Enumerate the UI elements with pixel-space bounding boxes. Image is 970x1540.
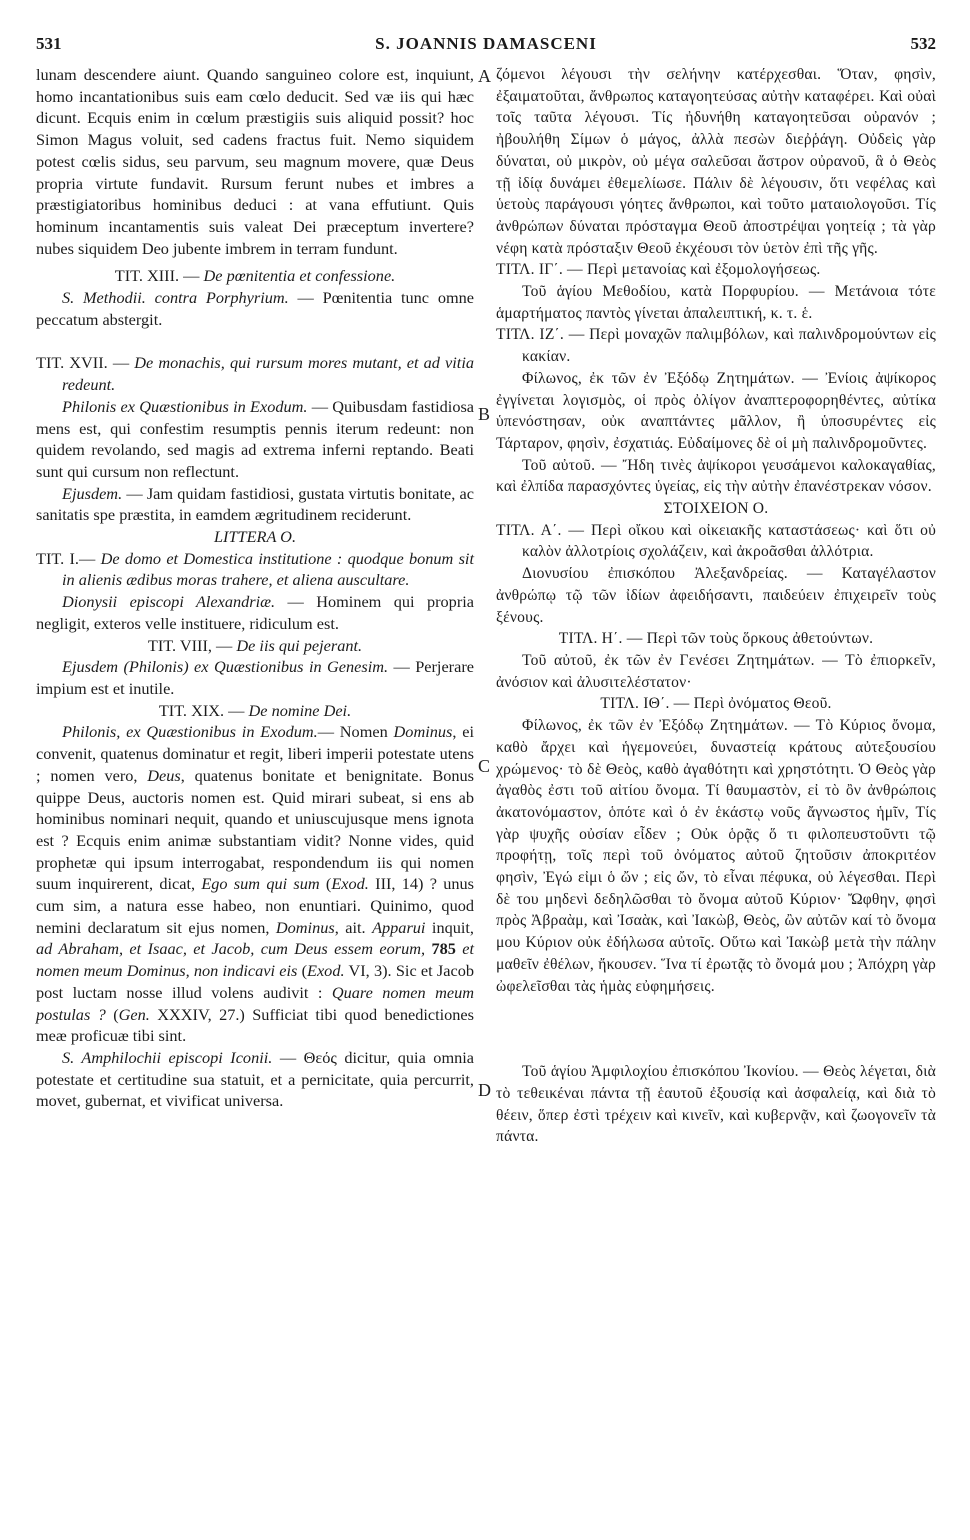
greek-heading-tit8: ΤΙΤΛ. Η΄. — Περὶ τῶν τοὺς ὅρκους ἀθετούντων.	[558, 630, 874, 648]
latin-heading-tit17	[36, 352, 474, 395]
philo2-text-part: III, 14) ? unus cum sim, a natura esse habeo, non enuntiari. Quinimo, quod nemini declaratum sit ejus nomen,	[36, 874, 474, 937]
ejusdem2-source: Ejusdem (Philonis) ex Quæstionibus in Genesim.	[62, 657, 389, 677]
philo2-emph: Gen.	[118, 1004, 150, 1024]
ejusdem1-source: Ejusdem.	[62, 483, 123, 503]
tit13-number: TIT. XIII. —	[114, 266, 200, 286]
greek-philo-2: Φίλωνος, ἐκ τῶν ἐν Ἐξόδῳ Ζητημάτων. — Τὸ Κύριος ὄνομα, καθὸ ἄρχει καὶ ἡγεμονεύει, δυναστείᾳ κράτους αὐτεξουσίου χρώμενος· τὸ δὲ Θεὸς, καθὸ ἀγαθότητι καὶ χρηστότητι. Ὁ Θεὸς γὰρ ἀγαθὸς ἐστι τοῦ αἰτίου ὄνομα. Τί θαυμαστὸν, εἰ τὸ ὂν ἀνθρώποις ἀκατονόμαστον, ὁπότε καὶ ὁ ἐν ἑκάστῳ νοῦς ἄγνωστος ἡμῖν, Τίς γὰρ ψυχῆς οὐσίαν εἶδεν ; Οὐκ ὁρᾷς ὅ τι φιλοπευστοῦντι τῷ προφήτῃ, τοῖς περὶ τοῦ ὀνόματος αὐτοῦ ζητοῦσιν ἀποκριτέον φησὶν, Ἐγώ εἰμι ὁ ὤν ; εἰς ὤν, τὸ εἶναι πέφυκα, οὐ λέγεσθαι. Περὶ δὲ του μηδενὶ δεδηλῶσθαι τὸ ὄνομα αὐτοῦ Κύριον· Ὤφθην, φησὶ πρὸς Ἀβραὰμ, καὶ Ἰσαὰκ, καὶ Ἰακὼβ, Θεὸς, ὢν αὐτῶν καί τὸ ὄνομα μου Κύριον οὐκ ἐδήλωσα αὐτοῖς. Οὕτω καὶ Ἰακὼβ μετὰ τὴν πάλην μαθεῖν ἐθέλων, ἤκουσεν. Ἵνα τί ἐρωτᾷς τὸ ὄνομά μου ; Ἀπόχρη γὰρ ὠφελεῖσθαι τὰς ἡμὰς εὐφημήσεις.	[496, 717, 936, 995]
greek-paragraph-moon: ζόμενοι λέγουσι τὴν σελήνην κατέρχεσθαι. Ὅταν, φησὶν, ἐξαιματοῦται, ἄνθρωπος καταγοητεύσας αὐτὴν καταφέρει. Καὶ οὐαὶ τοῖς ταῦτα λέγουσι. Τίς ἠδυνήθη καταγοητεῦσαι οὐρανόν ; ἠβουλήθη Σίμων ὁ μάγος, ἀλλὰ πεσὼν διεῤῥάγη. Οὐδεὶς γὰρ δύναται, οὐ μικρὸν, οὐ μέγα σαλεῦσαι ἄστρον οὐρανοῦ, ἃ ὁ Θεὸς τῇ ἰδίᾳ δυνάμει ἐθεμελίωσε. Πάλιν δὲ λέγουσιν, ὅτι νεφέλας καὶ ὑετοὺς παράγουσι γόητες ἄνθρωποι, καὶ τοῦτο ματαιολογοῦσι. Τίς ἀνθρώπων δύναται πρόσταγμα Θεοῦ ἀποστρέψαι γοητείᾳ ; τὰ γὰρ νέφη κατὰ πρόσταξιν Θεοῦ ἐκχέουσι τὸν ὑετὸν ἐπὶ τῆς γῆς.	[496, 66, 936, 257]
philo2-emph: Exod.	[307, 961, 345, 981]
ejusdem2-text: — Perjerare impium est et inutile.	[36, 657, 474, 698]
tit13-title: De pœnitentia et confessione.	[203, 266, 396, 286]
greek-amphilochius: Τοῦ ἁγίου Ἀμφιλοχίου ἐπισκόπου Ἰκονίου. — Θεὸς λέγεται, διὰ τὸ τεθεικέναι πάντα τῇ ἑαυτοῦ ἐξουσίᾳ καὶ ἀσφαλείᾳ, καὶ διὰ τὸ θέειν, ὅπερ ἐστὶ τρέχειν καὶ κινεῖν, καὶ κυβερνᾷν, καὶ ζωογονεῖν τὰ πάντα.	[496, 1063, 936, 1146]
philo2-emph: Dominus	[393, 722, 453, 742]
original-page-number: 785	[425, 939, 463, 959]
latin-littera-heading	[36, 526, 474, 548]
greek-dionysius: Διονυσίου ἐπισκόπου Ἀλεξανδρείας. — Καταγέλαστον ἀνθρώπῳ τῷ τῶν ἰδίων ἀφειδήσαντι, παιδεύειν ἐπιχειρεῖν τοὺς ξένους.	[496, 565, 936, 626]
methodius-source: S. Methodii. contra Porphyrium.	[62, 288, 289, 308]
page-number-left: 531	[36, 34, 62, 53]
greek-philo-1: Φίλωνος, ἐκ τῶν ἐν Ἐξόδῳ Ζητημάτων. — Ἐνίοις ἀψίκορος ἐγγίνεται λογισμὸς, οἱ πρὸς ὀλίγον ἀναπτεροφορηθέντες, αὐτίκα ὑπενόστησαν, οὐκ αναπτάντες μᾶλλον, ἢ ὑποσυρέντες εἰς Τάρταρον, φησὶν, ἐσχατιάς. Εὐδαίμονες δὲ οἱ μὴ παλινδρομοῦντες.	[496, 369, 936, 452]
philo2-emph: Deus	[147, 765, 181, 785]
latin-philo-2	[36, 721, 474, 1047]
page-header	[36, 34, 936, 58]
tit8-title: De iis qui pejerant.	[236, 635, 363, 655]
philo2-text-part: (	[105, 1004, 119, 1024]
philo2-text-part: XXXIV, 27.) Sufficiat tibi quod benedictiones meæ proficuæ tibi sint.	[36, 1004, 474, 1046]
latin-amphilochius	[36, 1047, 474, 1112]
tit19-title: De nomine Dei.	[248, 700, 352, 720]
page-number-right: 532	[910, 34, 936, 53]
greek-ejusdem-1: Τοῦ αὐτοῦ. — Ἤδη τινὲς ἀψίκοροι γευσάμενοι καλοκαγαθίας, καὶ ἐλπίδα παρασχόντες ὑγείας, εἰς τὴν αὐτὴν ἐπανέστρεκαν νόσον.	[496, 456, 936, 496]
philo2-text-part: inquit,	[425, 917, 474, 937]
philo2-emph: Dominus	[275, 917, 335, 937]
latin-ejusdem-1	[36, 483, 474, 526]
philo2-source: Philonis, ex Quæstionibus in Exodum.	[62, 722, 318, 742]
greek-heading-tit19: ΤΙΤΛ. ΙΘ΄. — Περὶ ὀνόματος Θεοῦ.	[600, 695, 832, 713]
margin-marker-c: C	[478, 756, 491, 776]
greek-heading-tit13: ΤΙΤΛ. ΙΓ΄. — Περὶ μετανοίας καὶ ἐξομολογήσεως.	[496, 261, 821, 279]
philo1-text: — Quibusdam fastidiosa mens est, qui confestim resumptis pennis iterum redeunt: non quidem revolando, sed magis ad extrema inferni reptando. Beati sunt qui cursum non reflectunt.	[36, 396, 475, 481]
amphilochius-text: — Θεός dicitur, quia omnia potestate et certitudine sua statuit, et a pernicitate, quia percurrit, movet, gubernat, et vivificat universa.	[36, 1047, 474, 1111]
tit17-title: De monachis, qui rursum mores mutant, et ad vitia redeunt.	[62, 353, 474, 395]
dionysius-source: Dionysii episcopi Alexandriæ.	[62, 592, 276, 612]
philo2-emph: Ego sum qui sum	[201, 874, 320, 894]
greek-ejusdem-2: Τοῦ αὐτοῦ, ἐκ τῶν ἐν Γενέσει Ζητημάτων. — Τὸ ἐπιορκεῖν, ἀνόσιον καὶ ἀλυσιτελέστατον·	[496, 651, 936, 691]
margin-marker-b: B	[478, 404, 491, 424]
margin-marker-a: A	[478, 66, 491, 86]
philo2-text-part: , ei convenit, quatenus dominatur et regit, liberi imperii potestate utens ; nomen vero,	[36, 722, 474, 785]
latin-philo-1	[36, 396, 474, 483]
dionysius-text: — Hominem qui propria negligit, exteros velle instituere, ridiculum est.	[36, 592, 474, 633]
tit17-number: TIT. XVII. —	[36, 353, 130, 373]
tit1-title: De domo et Domestica institutione : quodque bonum sit in alienis ædibus moras trahere, et aliena auscultare.	[62, 548, 474, 590]
philo2-text-part: , quatenus bonitate et benignitate. Bonus quippe Deus, auctoris nomen est. Quid mirari subeat, si ens ab hominibus nominari nequit, quando et uniuscujusque mens ignota est ? Ecquis enim animæ substantiam vidit? Nonne vides, quid prophetæ qui ipsum interrogabat, respondendum iis qui nomen suum inquirerent, dicat,	[36, 765, 475, 894]
running-title: S. JOANNIS DAMASCENI	[375, 34, 597, 53]
latin-heading-tit19	[36, 700, 474, 722]
margin-marker-d: D	[478, 1080, 491, 1100]
tit1-number: TIT. I.—	[36, 548, 96, 568]
amphilochius-source: S. Amphilochii episcopi Iconii.	[62, 1047, 273, 1067]
latin-ejusdem-2	[36, 656, 474, 699]
methodius-text: — Pœnitentia tunc omne peccatum abstergit.	[36, 288, 474, 329]
greek-heading-tit17: ΤΙΤΛ. ΙΖ΄. — Περὶ μοναχῶν παλιμβόλων, καὶ παλινδρομούντων εἰς κακίαν.	[496, 326, 936, 366]
latin-heading-tit8	[36, 635, 474, 657]
greek-heading-tit1: ΤΙΤΛ. Α΄. — Περὶ οἴκου καὶ οἰκειακῆς καταστάσεως· καὶ ὅτι οὐ καλὸν ἀλλοτρίοις σχολάζειν, καὶ ἀκροᾶσθαι ἀλλότρια.	[496, 521, 936, 561]
latin-methodius	[36, 287, 474, 330]
philo2-text-part: — Nomen	[317, 722, 394, 742]
latin-heading-tit1	[36, 548, 474, 591]
philo2-emph: et nomen meum Dominus, non indicavi eis	[36, 939, 475, 981]
philo2-emph: Exod.	[331, 874, 369, 894]
greek-column	[496, 64, 936, 1148]
philo1-source: Philonis ex Quæstionibus in Exodum.	[62, 396, 308, 416]
greek-stoicheion-heading: ΣΤΟΙΧΕΙΟΝ Ο.	[663, 500, 769, 518]
latin-paragraph-moon: lunam descendere aiunt. Quando sanguineo colore est, inquiunt, homo incantationibus suis eam cœlo deducit. Sed væ iis qui hæc dicunt. Ecquis enim in cœlum præstigiis suis aliquid possit? hoc Simon Magus voluit, sed cadens fractus fuit. Nemo siquidem potest cœlis sidus, seu parvum, seu magnum movere, quæ Deus propria virtute fundavit. Rursum ferunt nubes et imbres a præstigiatoribus hominibus deduci : at vana effutiunt. Quis hominum incantamentis suis valeat Dei præceptum invertere? nubes siquidem Deo jubente imbrem in terram fundunt.	[36, 65, 474, 258]
philo2-emph: ad Abraham, et Isaac, et Jacob, cum Deus essem eorum,	[36, 939, 426, 959]
philo2-emph: Quare nomen meum postulas ?	[36, 982, 474, 1024]
latin-dionysius	[36, 591, 474, 634]
littera-label: LITTERA O.	[213, 527, 297, 547]
philo2-text-part: , ait.	[334, 917, 373, 937]
philo2-text-part: (	[319, 874, 332, 894]
philo2-emph: Apparui	[372, 917, 426, 937]
philo2-text-part: VI, 3). Sic et Jacob post luctam nosse illud volens audivit :	[36, 961, 474, 1002]
latin-heading-tit13	[36, 265, 474, 287]
ejusdem1-text: — Jam quidam fastidiosi, gustata virtutis bonitate, ac sanitatis spe præstita, in eamdem ægritudinem reciderunt.	[36, 483, 474, 525]
tit19-number: TIT. XIX. —	[158, 700, 245, 720]
latin-column	[36, 64, 474, 1112]
tit8-number: TIT. VIII, —	[147, 635, 233, 655]
philo2-text-part: (	[297, 961, 308, 981]
greek-methodius: Τοῦ ἁγίου Μεθοδίου, κατὰ Πορφυρίου. — Μετάνοια τότε ἁμαρτήματος παντὸς γίνεται ἀπαλειπτική, κ. τ. ἑ.	[496, 283, 936, 322]
